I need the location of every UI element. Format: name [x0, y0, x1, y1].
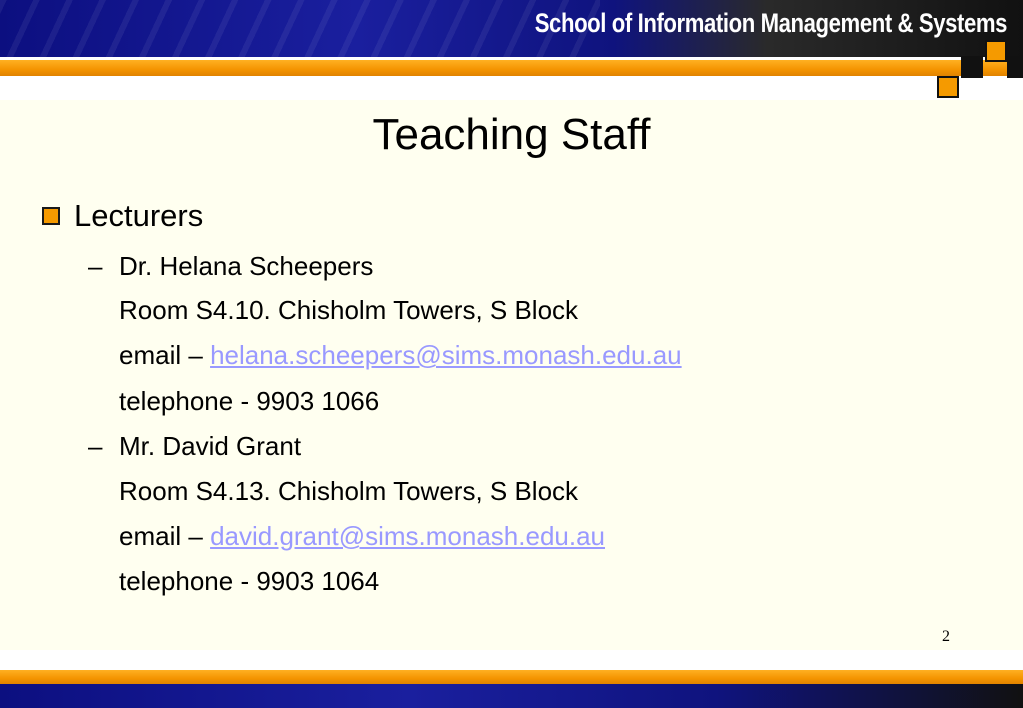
slide-title: Teaching Staff [372, 110, 651, 159]
header-texture [0, 0, 600, 58]
header-orange-stripe [0, 60, 1023, 76]
footer-orange-stripe [0, 670, 1023, 684]
staff-telephone: telephone - 9903 1066 [119, 386, 380, 416]
staff-email-line [119, 521, 605, 552]
footer-band [0, 684, 1023, 708]
page-number: 2 [942, 628, 950, 645]
staff-name: Mr. David Grant [119, 431, 302, 461]
email-prefix: email – [119, 340, 203, 370]
dash-marker: – [88, 431, 103, 461]
decorative-square [985, 40, 1007, 62]
dash-marker: – [88, 251, 103, 281]
email-prefix: email – [119, 521, 203, 551]
staff-email-line [119, 340, 682, 371]
email-link[interactable]: david.grant@sims.monash.edu.au [210, 521, 606, 551]
bullet-lecturers [42, 198, 203, 234]
header-banner [0, 0, 1023, 58]
email-link[interactable]: helana.scheepers@sims.monash.edu.au [210, 340, 682, 370]
school-name: School of Information Management & Systems [534, 8, 1007, 38]
decorative-square [961, 56, 983, 78]
staff-name: Dr. Helana Scheepers [119, 251, 374, 281]
bullet-label: Lecturers [74, 198, 204, 233]
square-bullet-icon [42, 207, 60, 225]
decorative-square [937, 76, 959, 98]
footer-divider [0, 650, 1023, 670]
staff-room: Room S4.10. Chisholm Towers, S Block [119, 295, 579, 325]
header-divider-bottom [0, 76, 1023, 79]
staff-telephone: telephone - 9903 1064 [119, 566, 380, 596]
decorative-square [1007, 56, 1023, 78]
staff-room: Room S4.13. Chisholm Towers, S Block [119, 476, 579, 506]
